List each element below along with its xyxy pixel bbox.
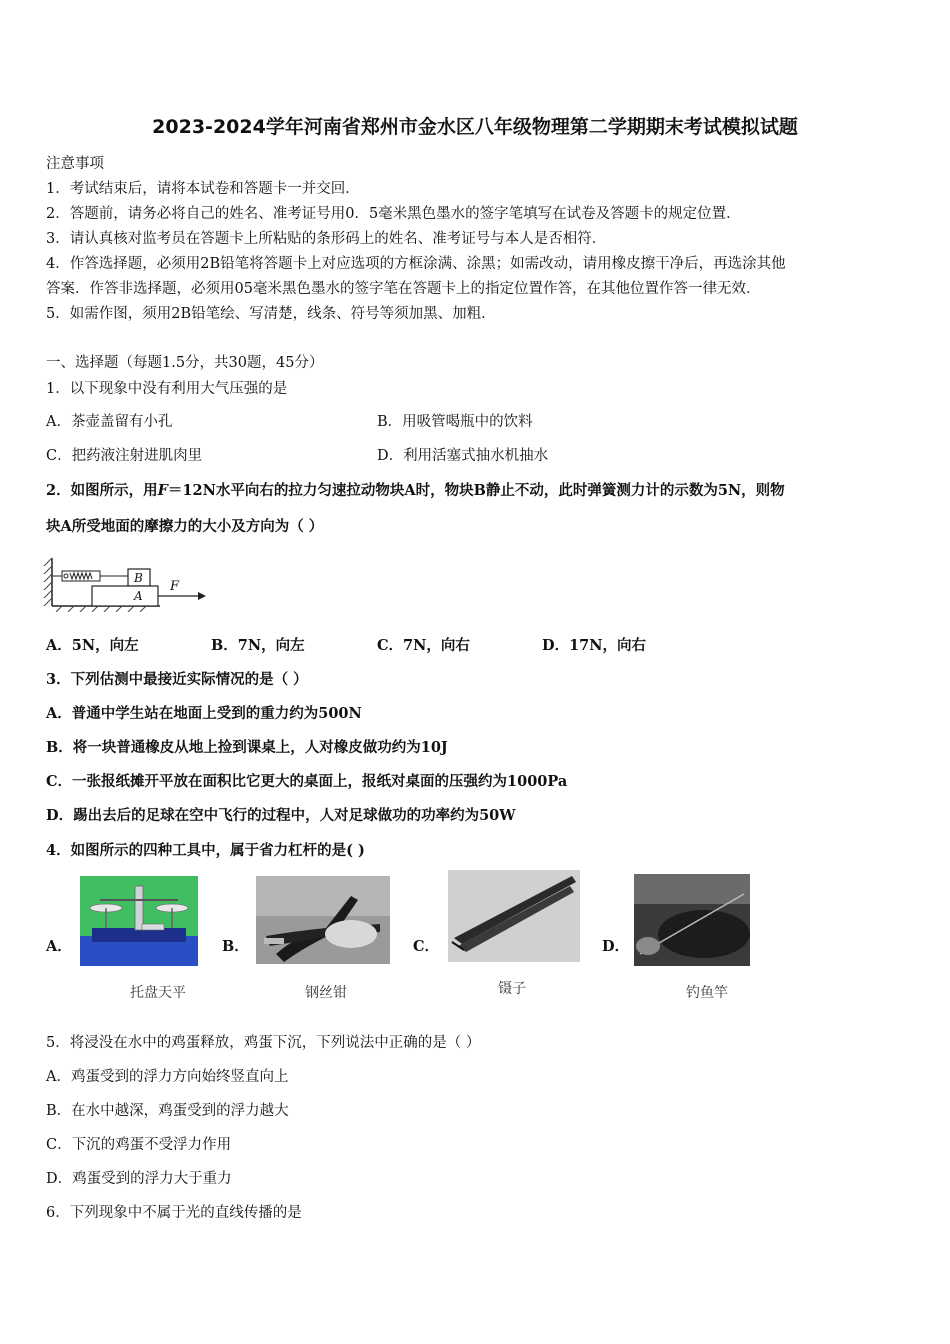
force-label: F <box>170 579 180 594</box>
notice-heading: 注意事项 <box>46 156 104 172</box>
q2-option-a: A．5N，向左 <box>46 637 139 654</box>
q4-stem: 4．如图所示的四种工具中，属于省力杠杆的是( ) <box>46 842 365 859</box>
notice-item: 3．请认真核对监考员在答题卡上所粘贴的条形码上的姓名、准考证号与本人是否相符． <box>46 231 607 247</box>
q5-option-b: B．在水中越深，鸡蛋受到的浮力越大 <box>46 1103 289 1119</box>
q3-option-d: D．踢出去后的足球在空中飞行的过程中，人对足球做功的功率约为50W <box>46 807 516 824</box>
q1-option-b: B．用吸管喝瓶中的饮料 <box>377 414 533 430</box>
section-heading: 一、选择题（每题1.5分，共30题，45分） <box>46 355 324 371</box>
q5-option-d: D．鸡蛋受到的浮力大于重力 <box>46 1171 232 1187</box>
q2-stem-line2: 块A所受地面的摩擦力的大小及方向为（ ） <box>46 518 324 535</box>
q3-option-a: A．普通中学生站在地面上受到的重力约为500N <box>46 705 362 722</box>
q5-option-c: C．下沉的鸡蛋不受浮力作用 <box>46 1137 232 1153</box>
q5-stem: 5．将浸没在水中的鸡蛋释放，鸡蛋下沉，下列说法中正确的是（ ） <box>46 1035 481 1051</box>
q2-figure <box>40 556 210 612</box>
q2-option-b: B．7N，向左 <box>211 637 305 654</box>
page-title: 2023-2024学年河南省郑州市金水区八年级物理第二学期期末考试模拟试题 <box>152 116 798 138</box>
notice-item: 5．如需作图，须用2B铅笔绘、写清楚，线条、符号等须加黑、加粗． <box>46 306 496 322</box>
fishing-rod-picture <box>634 874 750 966</box>
balance-picture <box>80 876 198 966</box>
tweezers-picture <box>448 870 580 962</box>
q4-letter-b: B． <box>222 938 249 955</box>
q4-letter-a: A． <box>46 938 72 955</box>
notice-item: 答案．作答非选择题，必须用05毫米黑色墨水的签字笔在答题卡上的指定位置作答，在其他位置作答一律无效． <box>46 281 761 297</box>
q3-option-c: C．一张报纸摊开平放在面积比它更大的桌面上，报纸对桌面的压强约为1000Pa <box>46 773 568 790</box>
caption-tweezers: 镊子 <box>498 981 526 997</box>
notice-item: 2．答题前，请务必将自己的姓名、准考证号用0．5毫米黑色墨水的签字笔填写在试卷及答题卡的规定位置． <box>46 206 741 222</box>
q4-letter-c: C． <box>413 938 440 955</box>
notice-item: 1．考试结束后，请将本试卷和答题卡一并交回． <box>46 181 360 197</box>
block-a-label: A <box>134 589 143 603</box>
caption-balance: 托盘天平 <box>130 985 186 1001</box>
q6-stem: 6．下列现象中不属于光的直线传播的是 <box>46 1205 302 1221</box>
q1-option-d: D．利用活塞式抽水机抽水 <box>377 448 549 464</box>
q1-stem: 1．以下现象中没有利用大气压强的是 <box>46 381 288 397</box>
block-a <box>92 586 158 606</box>
caption-fishing-rod: 钓鱼竿 <box>686 985 728 1001</box>
q1-option-c: C．把药液注射进肌肉里 <box>46 448 203 464</box>
q2-stem-line1: 2．如图所示，用F＝12N水平向右的拉力匀速拉动物块A时，物块B静止不动，此时弹簧测力计的示数为5N，则物 <box>46 482 785 499</box>
q1-option-a: A．茶壶盖留有小孔 <box>46 414 173 430</box>
q5-option-a: A．鸡蛋受到的浮力方向始终竖直向上 <box>46 1069 289 1085</box>
q3-stem: 3．下列估测中最接近实际情况的是（ ） <box>46 671 308 688</box>
block-b-label: B <box>134 571 143 585</box>
q2-option-c: C．7N，向右 <box>377 637 470 654</box>
q2-option-d: D．17N，向右 <box>542 637 647 654</box>
q3-option-b: B．将一块普通橡皮从地上捡到课桌上，人对橡皮做功约为10J <box>46 739 448 756</box>
notice-item: 4．作答选择题，必须用2B铅笔将答题卡上对应选项的方框涂满、涂黑；如需改动，请用橡皮擦干净后，再选涂其他 <box>46 256 786 272</box>
q4-letter-d: D． <box>602 938 630 955</box>
pliers-picture <box>256 876 390 964</box>
caption-pliers: 钢丝钳 <box>305 985 347 1001</box>
